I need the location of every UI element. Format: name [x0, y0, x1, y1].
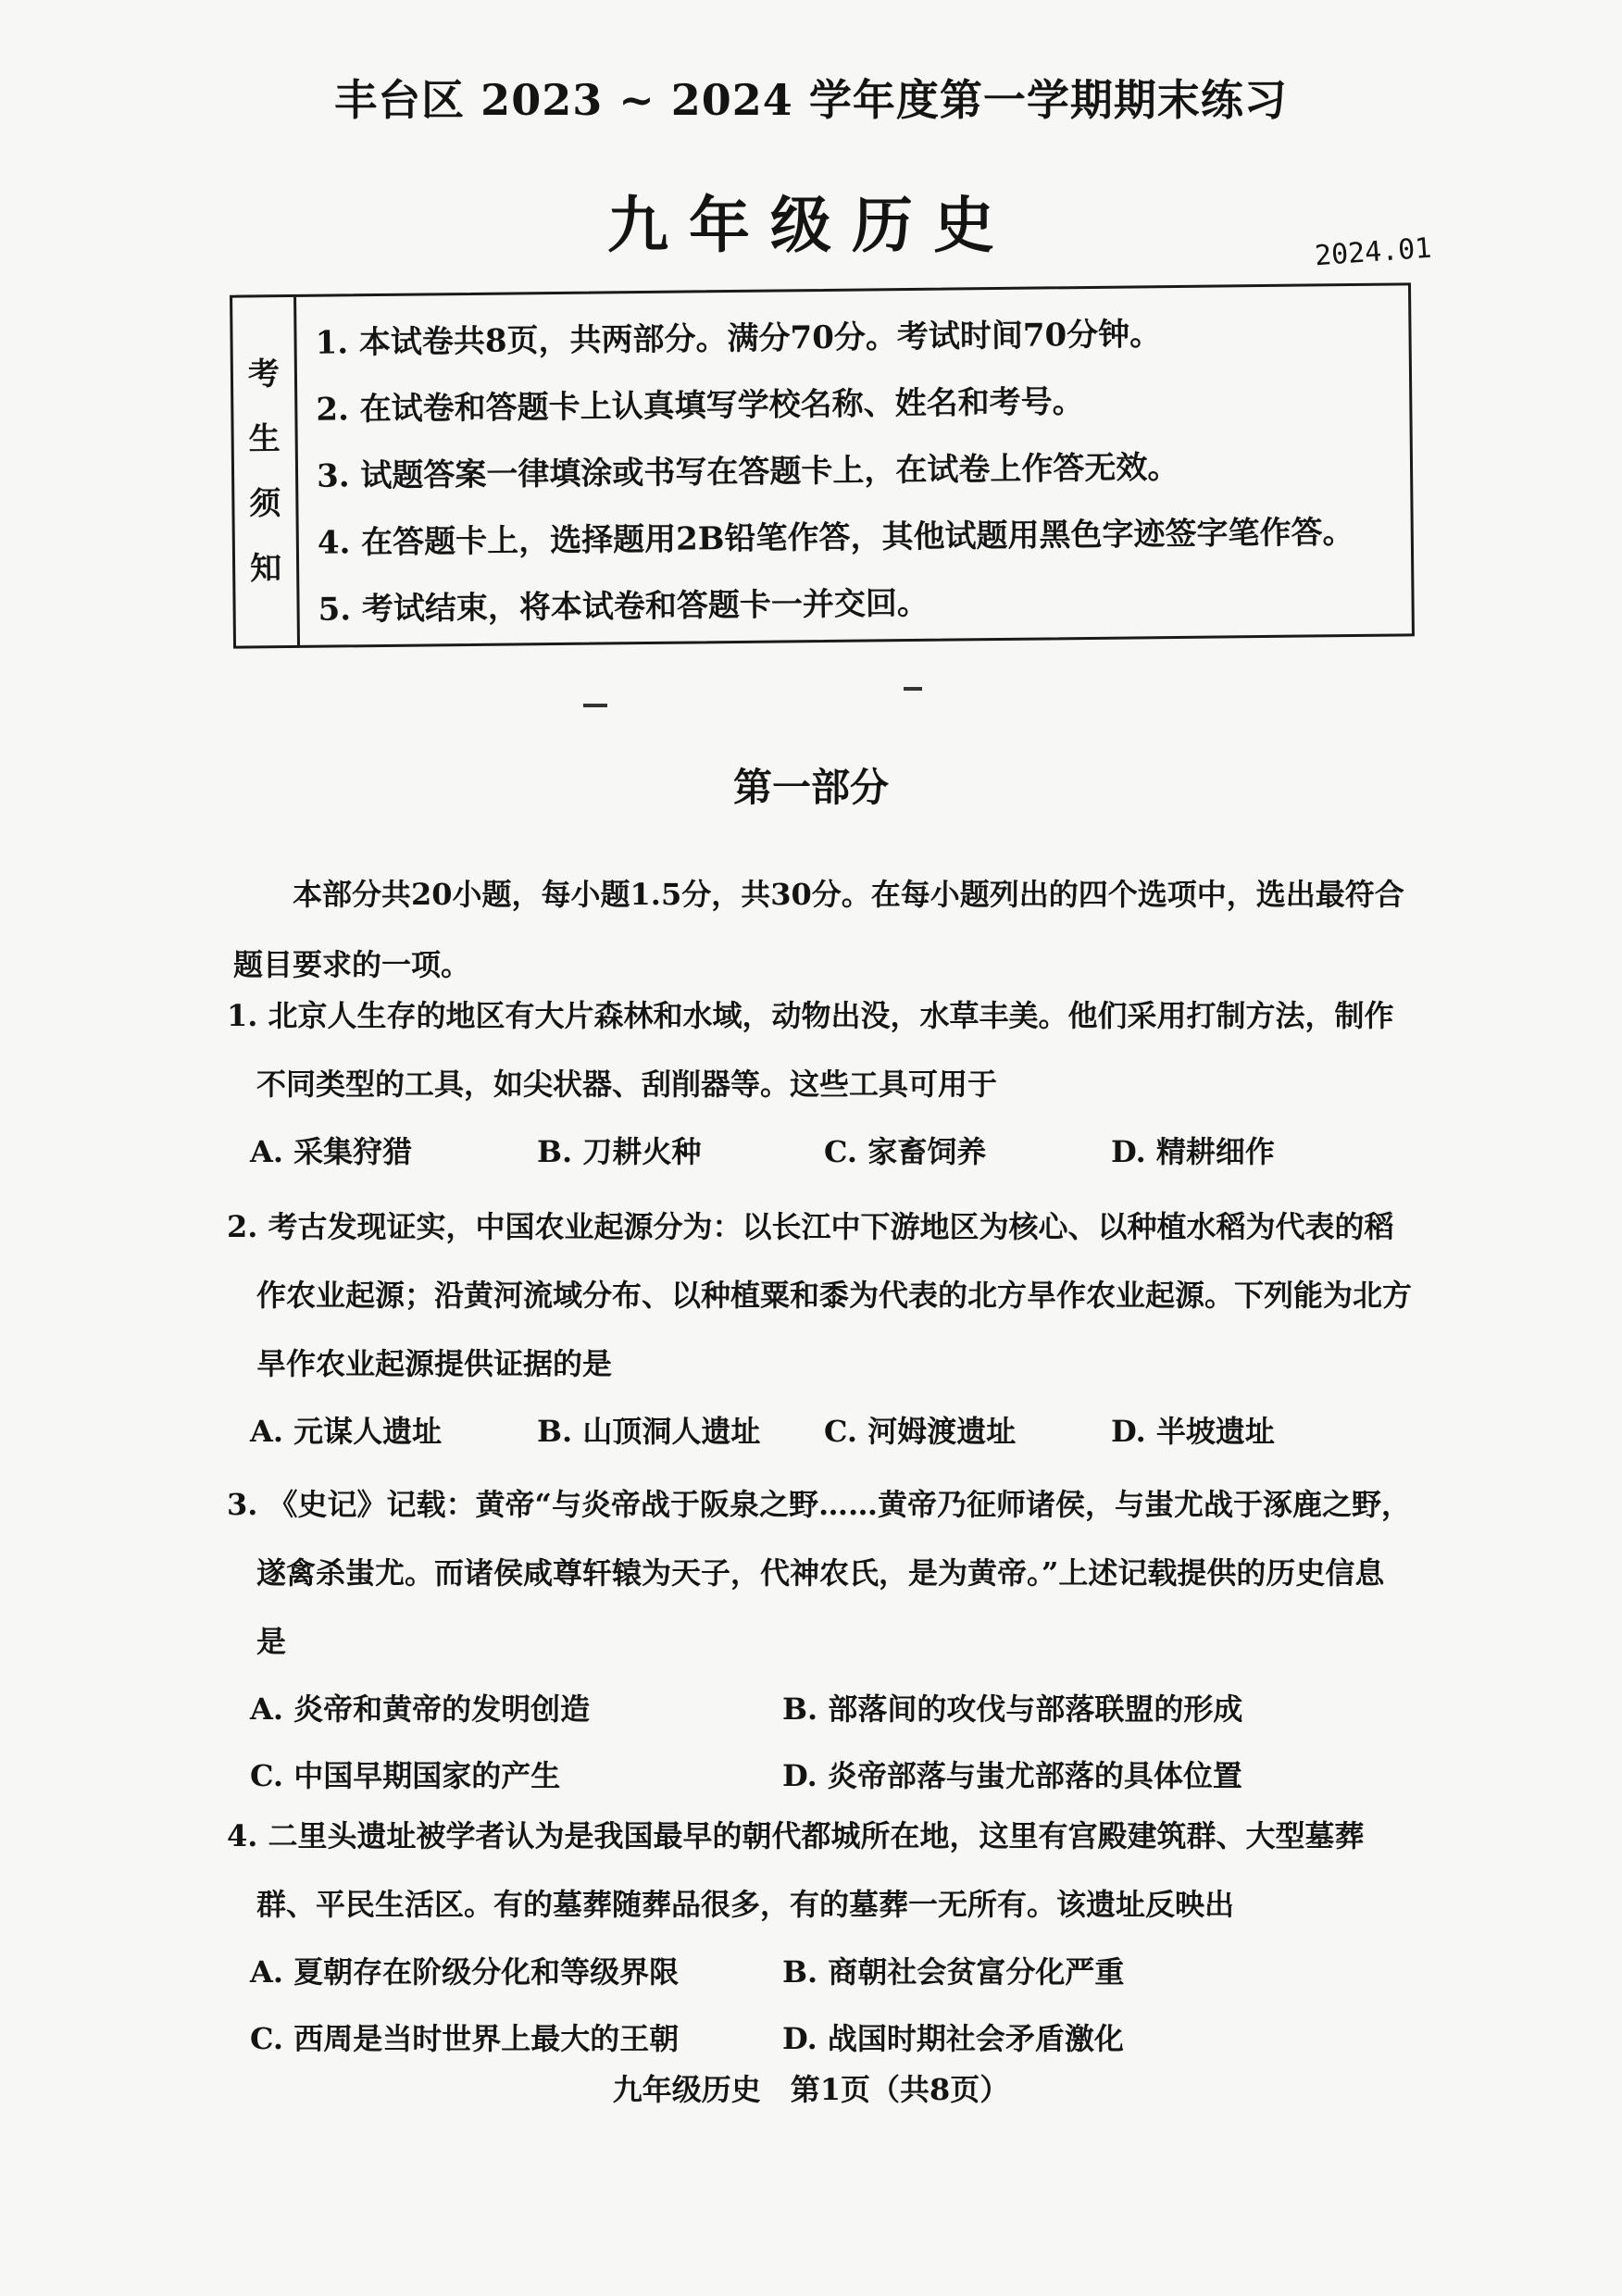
- notice-list: [296, 285, 1412, 645]
- question-stem: 4. 二里头遗址被学者认为是我国最早的朝代都城所在地，这里有宫殿建筑群、大型墓葬群、平民生活区。有的墓葬随葬品很多，有的墓葬一无所有。该遗址反映出: [227, 1818, 1365, 1922]
- question-stem: 2. 考古发现证实，中国农业起源分为：以长江中下游地区为核心、以种植水稻为代表的稻作农业起源；沿黄河流域分布、以种植粟和黍为代表的北方旱作农业起源。下列能为北方旱作农业起源提供证据的是: [227, 1209, 1413, 1381]
- notice-label-char: 生: [248, 420, 281, 458]
- section-title: 第一部分: [732, 765, 889, 810]
- option-b: B. 商朝社会贫富分化严重: [782, 1954, 1125, 1990]
- question-1: [227, 981, 1412, 1185]
- question-options: [227, 1118, 1412, 1185]
- notice-item: 2. 在试卷和答题卡上认真填写学校名称、姓名和考号。: [316, 383, 1084, 429]
- question-3: [227, 1470, 1412, 1809]
- option-d: D. 战国时期社会矛盾激化: [782, 2021, 1124, 2056]
- question-stem: 3. 《史记》记载：黄帝“与炎帝战于阪泉之野……黄帝乃征师诸侯，与蚩尤战于涿鹿之野，遂禽杀蚩尤。而诸侯咸尊轩辕为天子，代神农氏，是为黄帝。”上述记载提供的历史信息是: [227, 1487, 1411, 1659]
- option-d: D. 精耕细作: [1111, 1134, 1275, 1169]
- notice-item: 3. 试题答案一律填涂或书写在答题卡上，在试卷上作答无效。: [316, 448, 1179, 495]
- notice-item: 1. 本试卷共8页，共两部分。满分70分。考试时间70分钟。: [315, 316, 1162, 362]
- option-a: A. 夏朝存在阶级分化和等级界限: [250, 1954, 680, 1990]
- question-stem: 1. 北京人生存的地区有大片森林和水域，动物出没，水草丰美。他们采用打制方法，制作不同类型的工具，如尖状器、刮削器等。这些工具可用于: [227, 998, 1394, 1102]
- option-b: B. 刀耕火种: [537, 1134, 702, 1169]
- option-d: D. 半坡遗址: [1111, 1414, 1275, 1449]
- option-d: D. 炎帝部落与蚩尤部落的具体位置: [782, 1758, 1242, 1793]
- notice-label: [232, 297, 300, 646]
- exam-notice-box: [230, 282, 1415, 648]
- notice-label-char: 知: [249, 550, 282, 588]
- option-a: A. 采集狩猎: [250, 1134, 413, 1169]
- scan-mark: [904, 687, 922, 691]
- notice-item: 4. 在答题卡上，选择题用2B铅笔作答，其他试题用黑色字迹签字笔作答。: [317, 513, 1354, 562]
- question-options: [227, 1676, 1412, 1809]
- notice-label-char: 须: [249, 485, 281, 523]
- option-b: B. 山顶洞人遗址: [537, 1414, 761, 1449]
- notice-item: 5. 考试结束，将本试卷和答题卡一并交回。: [318, 584, 930, 629]
- page-footer: 九年级历史 第1页（共8页）: [612, 2072, 1010, 2107]
- section-intro: 本部分共20小题，每小题1.5分，共30分。在每小题列出的四个选项中，选出最符合题目要求的一项。: [233, 877, 1404, 982]
- option-b: B. 部落间的攻伐与部落联盟的形成: [782, 1691, 1243, 1727]
- notice-label-char: 考: [247, 356, 281, 393]
- question-options: [227, 1939, 1412, 2072]
- question-2: [227, 1192, 1412, 1465]
- option-a: A. 炎帝和黄帝的发明创造: [250, 1691, 591, 1727]
- option-a: A. 元谋人遗址: [250, 1414, 443, 1449]
- option-c: C. 中国早期国家的产生: [250, 1758, 561, 1793]
- option-c: C. 河姆渡遗址: [824, 1414, 1017, 1449]
- scan-mark: [583, 704, 607, 707]
- subject-title: 九年级历史: [607, 189, 1015, 261]
- question-4: [227, 1802, 1412, 2072]
- option-c: C. 西周是当时世界上最大的王朝: [250, 2021, 680, 2056]
- question-options: [227, 1398, 1412, 1465]
- option-c: C. 家畜饲养: [824, 1134, 987, 1169]
- exam-title: 丰台区 2023 ~ 2024 学年度第一学期期末练习: [334, 75, 1288, 125]
- handwritten-date: 2024.01: [1313, 231, 1433, 273]
